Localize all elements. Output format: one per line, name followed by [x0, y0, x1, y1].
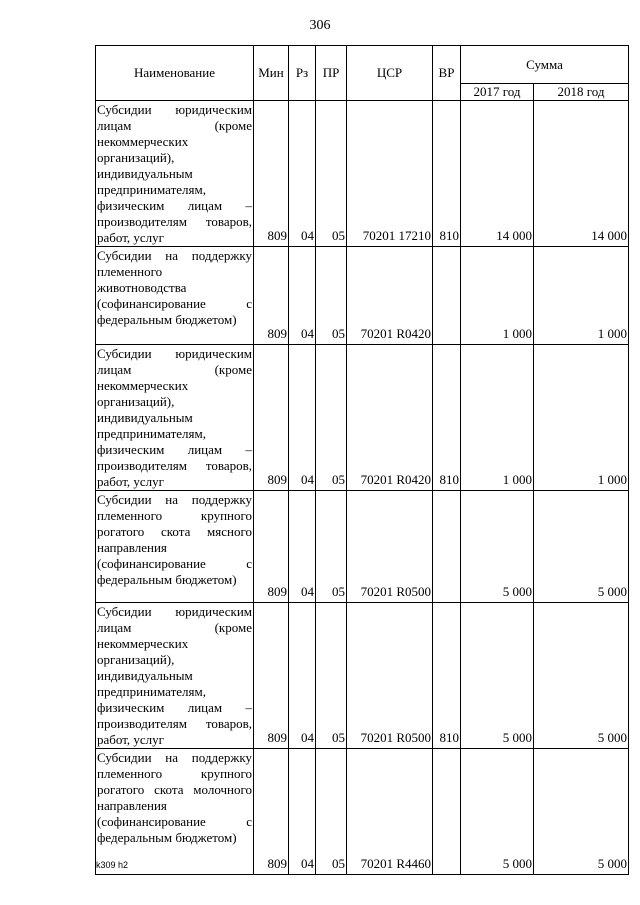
row-vr: 810 — [433, 603, 461, 749]
header-rz: Рз — [289, 46, 316, 101]
row-min: 809 — [254, 749, 289, 875]
row-2017: 1 000 — [461, 247, 534, 345]
row-name: Субсидии на поддержку племенного крупного рогатого скота мясного направления (софинансирование с федеральным бюджетом) — [96, 491, 254, 603]
row-2018: 1 000 — [534, 247, 629, 345]
row-pr: 05 — [316, 603, 347, 749]
budget-table — [95, 45, 629, 875]
header-2017: 2017 год — [461, 84, 534, 101]
row-vr: 810 — [433, 345, 461, 491]
row-csr: 70201 R0500 — [347, 603, 433, 749]
row-csr: 70201 R0420 — [347, 247, 433, 345]
row-min: 809 — [254, 603, 289, 749]
row-2017: 14 000 — [461, 101, 534, 247]
row-min: 809 — [254, 101, 289, 247]
row-rz: 04 — [289, 247, 316, 345]
row-name: Субсидии юридическим лицам (кроме некоммерческих организаций), индивидуальным предпринимателям, физическим лицам – производителям товаров, работ, услуг — [97, 604, 252, 747]
table-row — [96, 603, 629, 749]
header-2018: 2018 год — [534, 84, 629, 101]
row-2017: 5 000 — [461, 603, 534, 749]
row-2018: 1 000 — [534, 345, 629, 491]
row-2018: 5 000 — [534, 749, 629, 875]
row-name: Субсидии юридическим лицам (кроме некоммерческих организаций), индивидуальным предпринимателям, физическим лицам – производителям товаров, работ, услуг — [97, 102, 252, 245]
row-pr: 05 — [316, 749, 347, 875]
footer-code: k309 h2 — [96, 860, 129, 870]
row-name: Субсидии на поддержку племенного крупного рогатого скота молочного направления (софинансирование с федеральным бюджетом) — [96, 749, 254, 875]
row-vr — [433, 749, 461, 875]
row-2017: 5 000 — [461, 491, 534, 603]
row-pr: 05 — [316, 491, 347, 603]
row-min: 809 — [254, 345, 289, 491]
row-pr: 05 — [316, 247, 347, 345]
row-2018: 5 000 — [534, 491, 629, 603]
row-pr: 05 — [316, 101, 347, 247]
table-row — [96, 749, 629, 875]
row-pr: 05 — [316, 345, 347, 491]
header-sum: Сумма — [461, 46, 629, 84]
row-vr: 810 — [433, 101, 461, 247]
header-min: Мин — [254, 46, 289, 101]
row-rz: 04 — [289, 749, 316, 875]
row-csr: 70201 R4460 — [347, 749, 433, 875]
row-2018: 14 000 — [534, 101, 629, 247]
row-vr — [433, 491, 461, 603]
row-min: 809 — [254, 247, 289, 345]
row-csr: 70201 R0420 — [347, 345, 433, 491]
row-vr — [433, 247, 461, 345]
row-rz: 04 — [289, 491, 316, 603]
header-pr: ПР — [316, 46, 347, 101]
row-name: Субсидии на поддержку племенного животноводства (софинансирование с федеральным бюджетом) — [96, 247, 254, 345]
header-csr: ЦСР — [347, 46, 433, 101]
header-vr: ВР — [433, 46, 461, 101]
row-2018: 5 000 — [534, 603, 629, 749]
page-number: 306 — [309, 18, 331, 33]
row-csr: 70201 R0500 — [347, 491, 433, 603]
table-row — [96, 247, 629, 345]
row-min: 809 — [254, 491, 289, 603]
row-rz: 04 — [289, 603, 316, 749]
header-name: Наименование — [96, 46, 254, 101]
table-row — [96, 101, 629, 247]
row-name: Субсидии юридическим лицам (кроме некоммерческих организаций), индивидуальным предпринимателям, физическим лицам – производителям товаров, работ, услуг — [97, 346, 252, 489]
table-row — [96, 491, 629, 603]
table-row — [96, 345, 629, 491]
row-2017: 1 000 — [461, 345, 534, 491]
row-2017: 5 000 — [461, 749, 534, 875]
row-csr: 70201 17210 — [347, 101, 433, 247]
row-rz: 04 — [289, 101, 316, 247]
row-rz: 04 — [289, 345, 316, 491]
